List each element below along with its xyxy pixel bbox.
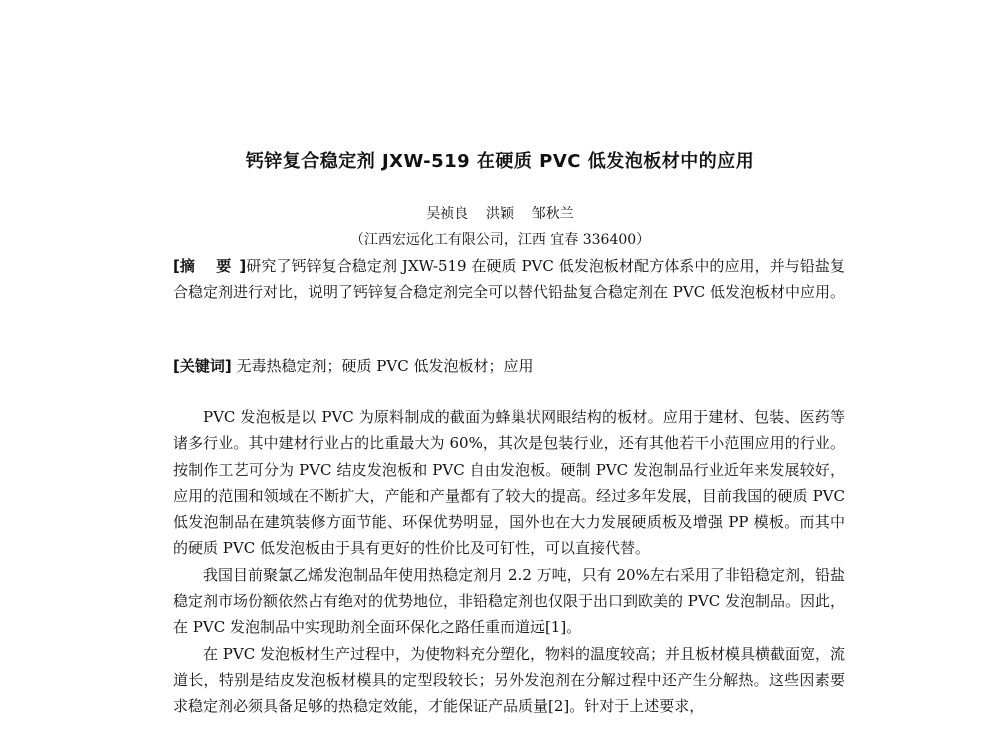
abstract-label-close-bracket: ] [239, 257, 247, 275]
abstract-label-text: 摘 要 [179, 257, 240, 275]
body-paragraph: PVC 发泡板是以 PVC 为原料制成的截面为蜂巢状网眼结构的板材。应用于建材、包装、医药等诸多行业。其中建材行业占的比重最大为 60%，其次是包装行业，还有其他若干小范围应用的行业。按制作工艺可分为 PVC 结皮发泡板和 PVC 自由发泡板。硬制 PVC 发泡制品行业近年来发展较好，应用的范围和领域在不断扩大，产能和产量都有了较大的提高。经过多年发展，目前我国的硬质 PVC 低发泡制品在建筑装修方面节能、环保优势明显，国外也在大力发展硬质板及增强 PP 模板。而其中的硬质 PVC 低发泡板由于具有更好的性价比及可钉性，可以直接代替。 [173, 408, 845, 558]
body-paragraph: 我国目前聚氯乙烯发泡制品年使用热稳定剂月 2.2 万吨，只有 20%左右采用了非铅稳定剂，铅盐稳定剂市场份额依然占有绝对的优势地位，非铅稳定剂也仅限于出口到欧美的 PVC 发泡制品。因此，在 PVC 发泡制品中实现助剂全面环保化之路任重而道远[1]。 [173, 565, 845, 637]
body-paragraph: 在 PVC 发泡板材生产过程中，为使物料充分塑化，物料的温度较高；并且板材模具横截面宽，流道长，特别是结皮发泡板材模具的定型段较长；另外发泡剂在分解过程中还产生分解热。这些因素要求稳定剂必须具备足够的热稳定效能，才能保证产品质量[2]。针对于上述要求， [173, 644, 845, 716]
abstract-label [173, 257, 246, 275]
abstract-label-open-bracket: [ [173, 257, 180, 275]
author-list: 吴祯良 洪颖 邹秋兰 [426, 206, 574, 222]
keywords-section [173, 353, 845, 379]
abstract-section [173, 253, 845, 306]
keywords-text: 无毒热稳定剂；硬质 PVC 低发泡板材；应用 [236, 357, 534, 375]
body-text [173, 404, 845, 720]
author-affiliation: （江西宏远化工有限公司，江西 宜春 336400） [349, 232, 651, 248]
abstract-text: 研究了钙锌复合稳定剂 JXW-519 在硬质 PVC 低发泡板材配方体系中的应用，并与铅盐复合稳定剂进行对比，说明了钙锌复合稳定剂完全可以替代铅盐复合稳定剂在 PVC 低发泡板材中应用。 [173, 257, 845, 302]
paper-title: 钙锌复合稳定剂 JXW-519 在硬质 PVC 低发泡板材中的应用 [245, 151, 755, 172]
keywords-label: [关键词] [173, 357, 232, 375]
